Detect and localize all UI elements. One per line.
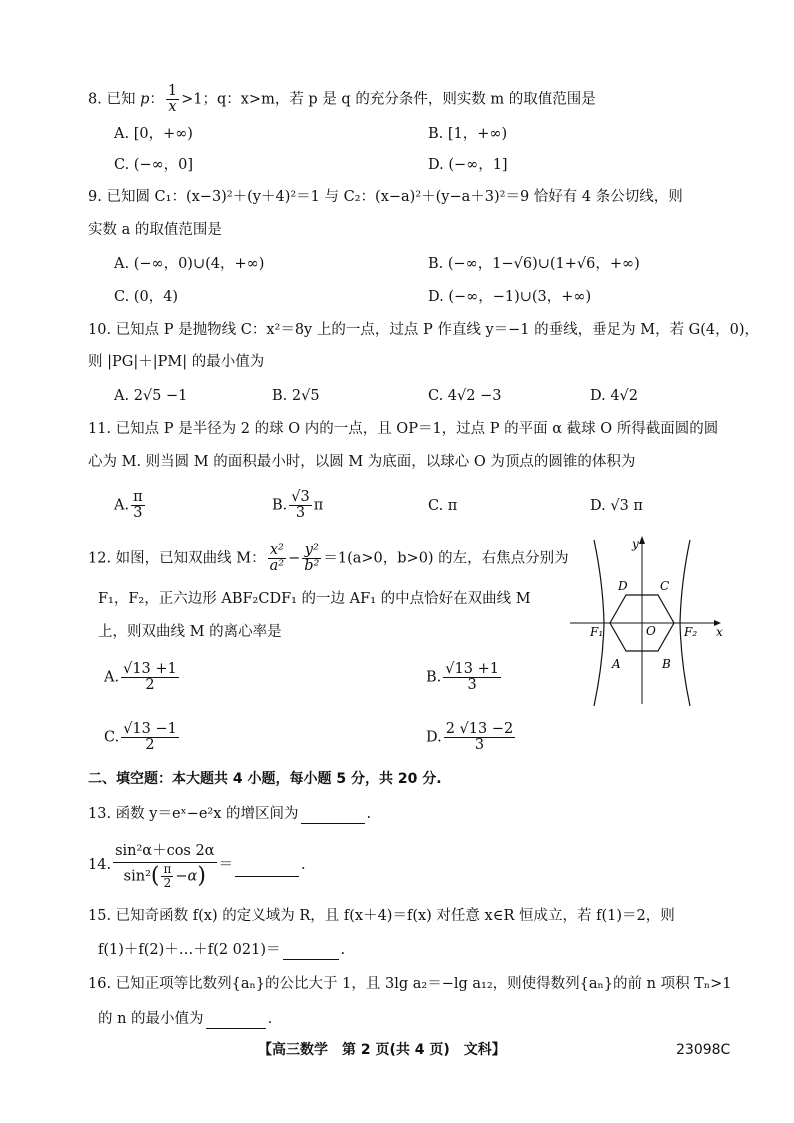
q14-inner-den: 2 xyxy=(163,876,172,890)
q16-answer-blank[interactable] xyxy=(206,1008,266,1029)
q9-line1: 9. 已知圆 C₁：(x−3)²＋(y＋4)²＝1 与 C₂：(x−a)²＋(y−a＋3)²＝9 恰好有 4 条公切线，则 xyxy=(88,189,683,205)
q8-frac-den: x xyxy=(168,99,177,115)
q12-minus: − xyxy=(288,550,301,567)
q11-a-den: 3 xyxy=(133,505,143,521)
label-x: x xyxy=(716,625,723,639)
q8-frac-num: 1 xyxy=(167,83,178,99)
q11-b-frac xyxy=(289,490,311,521)
q10-option-c: C. 4√2 −3 xyxy=(428,388,502,404)
q14-den-sin: sin² xyxy=(123,868,151,885)
section-fill-in-title: 二、填空题：本大题共 4 小题，每小题 5 分，共 20 分. xyxy=(88,771,442,787)
q12-c-num: √13 −1 xyxy=(123,721,177,737)
q12-f1-num: x² xyxy=(268,543,286,559)
q12-frac-x xyxy=(268,543,286,574)
q8-option-d: D. (−∞，1] xyxy=(428,157,508,173)
q12-option-d xyxy=(426,722,517,753)
q8-option-b: B. [1，+∞) xyxy=(428,126,508,142)
q12-f2-den: b² xyxy=(304,558,320,574)
q8-number: 8. xyxy=(88,91,102,108)
q14-inner-frac xyxy=(161,863,173,890)
q11-option-a xyxy=(114,490,147,521)
q9-option-d: D. (−∞，−1)∪(3，+∞) xyxy=(428,289,592,305)
q10-option-a: A. 2√5 −1 xyxy=(114,388,188,404)
label-f2: F₂ xyxy=(684,625,698,639)
q8-fraction xyxy=(166,84,179,115)
q13-answer-blank[interactable] xyxy=(301,803,365,824)
q9-option-b: B. (−∞，1−√6)∪(1+√6，+∞) xyxy=(428,256,640,272)
q12-f1-den: a² xyxy=(269,558,285,574)
label-b: B xyxy=(662,657,671,671)
q14-equals: ＝ xyxy=(218,857,234,873)
q11-option-d: D. √3 π xyxy=(590,498,643,514)
q11-b-post: π xyxy=(313,497,324,514)
q11-option-c: C. π xyxy=(428,498,458,514)
q8-stem-b: >1；q：x>m，若 p 是 q 的充分条件，则实数 m 的取值范围是 xyxy=(181,91,596,108)
q12-d-den: 3 xyxy=(474,737,485,753)
q11-option-b xyxy=(272,490,323,521)
q12-b-prefix: B. xyxy=(426,669,442,686)
q15-answer-blank[interactable] xyxy=(283,939,339,960)
q14-denominator: sin²( $\frac{\pi}{2}$ −α) xyxy=(123,862,206,890)
q12-a-prefix: A. xyxy=(104,669,120,686)
label-y: y xyxy=(632,537,639,551)
q12-d-num: 2 √13 −2 xyxy=(445,721,514,737)
q14-den-alpha: −α xyxy=(175,868,198,885)
q12-line2: F₁，F₂，正六边形 ABF₂CDF₁ 的一边 AF₁ 的中点恰好在双曲线 M xyxy=(98,591,531,607)
q8-option-c: C. (−∞，0] xyxy=(114,157,194,173)
q12-a-num: √13 +1 xyxy=(123,661,177,677)
q12-option-b xyxy=(426,662,503,693)
q11-b-den: 3 xyxy=(295,505,306,521)
q14-fraction xyxy=(113,840,216,890)
q11-a-num: π xyxy=(133,489,143,505)
q12-line1 xyxy=(88,543,569,574)
q12-option-a xyxy=(104,662,181,693)
q9-option-c: C. (0，4) xyxy=(114,289,179,305)
hyperbola-hexagon-figure xyxy=(568,532,738,706)
q12-c-den: 2 xyxy=(145,737,155,753)
q11-line2: 心为 M. 则当圆 M 的面积最小时，以圆 M 为底面，以球心 O 为顶点的圆锥的体积为 xyxy=(88,454,636,470)
q11-b-prefix: B. xyxy=(272,497,288,514)
q8-p-label: p xyxy=(140,91,150,108)
q13-end: . xyxy=(366,806,372,822)
q9-line2: 实数 a 的取值范围是 xyxy=(88,222,222,238)
q12-b-frac xyxy=(443,662,501,693)
label-d: D xyxy=(618,579,628,593)
q16-end: . xyxy=(267,1011,273,1027)
q10-option-b: B. 2√5 xyxy=(272,388,320,404)
q14-number: 14. xyxy=(88,857,112,873)
page-footer-label: 【高三数学 第 2 页(共 4 页) 文科】 xyxy=(258,1042,506,1058)
q16-line2 xyxy=(98,1008,272,1029)
q12-post: ＝1(a>0，b>0) 的左，右焦点分别为 xyxy=(323,550,569,567)
q15-line1: 15. 已知奇函数 f(x) 的定义域为 R，且 f(x＋4)＝f(x) 对任意 x∈R 恒成立，若 f(1)＝2，则 xyxy=(88,908,675,924)
q10-option-d: D. 4√2 xyxy=(590,388,639,404)
q12-b-num: √13 +1 xyxy=(445,661,499,677)
label-f1: F₁ xyxy=(590,625,604,639)
q11-line1: 11. 已知点 P 是半径为 2 的球 O 内的一点，且 OP＝1，过点 P 的平面 α 截球 O 所得截面圆的圆 xyxy=(88,421,719,437)
q11-a-prefix: A. xyxy=(114,497,130,514)
label-c: C xyxy=(660,579,670,593)
q16-line2-text: 的 n 的最小值为 xyxy=(98,1011,204,1027)
q12-d-prefix: D. xyxy=(426,729,442,746)
q15-line2 xyxy=(98,939,345,960)
y-axis-arrow xyxy=(639,536,645,544)
q12-a-frac xyxy=(121,662,179,693)
label-a: A xyxy=(612,657,621,671)
q12-f2-num: y² xyxy=(302,543,321,559)
q14-answer-blank[interactable] xyxy=(235,854,299,877)
q8-stem: 8. 已知 p： $\frac{1}{x}$ >1；q：x>m，若 p 是 q 的充分条件，则实数 m 的取值范围是 xyxy=(88,83,596,115)
q11-a-frac xyxy=(131,490,145,521)
q9-option-a: A. (−∞，0)∪(4，+∞) xyxy=(114,256,265,272)
q16-line1: 16. 已知正项等比数列{aₙ}的公比大于 1，且 3lg a₂＝−lg a₁₂，则使得数列{aₙ}的前 n 项积 Tₙ>1 xyxy=(88,976,732,992)
q12-c-prefix: C. xyxy=(104,729,120,746)
q12-line3: 上，则双曲线 M 的离心率是 xyxy=(98,624,282,640)
q12-pre: 12. 如图，已知双曲线 M： xyxy=(88,550,266,567)
q13-text: 13. 函数 y＝eˣ−e²x 的增区间为 xyxy=(88,806,299,822)
q12-d-frac xyxy=(444,722,516,753)
q8-stem-a: 已知 xyxy=(106,91,136,108)
q8-option-a: A. [0，+∞) xyxy=(114,126,193,142)
q14 xyxy=(88,840,306,890)
q10-line2: 则 |PG|＋|PM| 的最小值为 xyxy=(88,354,265,370)
q15-line2-text: f(1)＋f(2)＋…＋f(2 021)＝ xyxy=(98,942,281,958)
q14-end: . xyxy=(301,857,306,873)
q14-inner-num: π xyxy=(163,862,172,876)
q12-b-den: 3 xyxy=(467,677,477,693)
q14-numerator: sin²α＋cos 2α xyxy=(113,840,216,863)
q12-a-den: 2 xyxy=(145,677,155,693)
q12-frac-y xyxy=(302,543,321,574)
q15-end: . xyxy=(340,942,346,958)
q13 xyxy=(88,803,371,824)
q12-c-frac xyxy=(121,722,179,753)
label-o: O xyxy=(646,624,656,638)
q11-b-num: √3 xyxy=(291,489,310,505)
q12-option-c xyxy=(104,722,181,753)
q10-line1: 10. 已知点 P 是抛物线 C：x²＝8y 上的一点，过点 P 作直线 y＝−1 的垂线，垂足为 M，若 G(4，0)， xyxy=(88,322,760,338)
paper-code: 23098C xyxy=(676,1042,731,1058)
